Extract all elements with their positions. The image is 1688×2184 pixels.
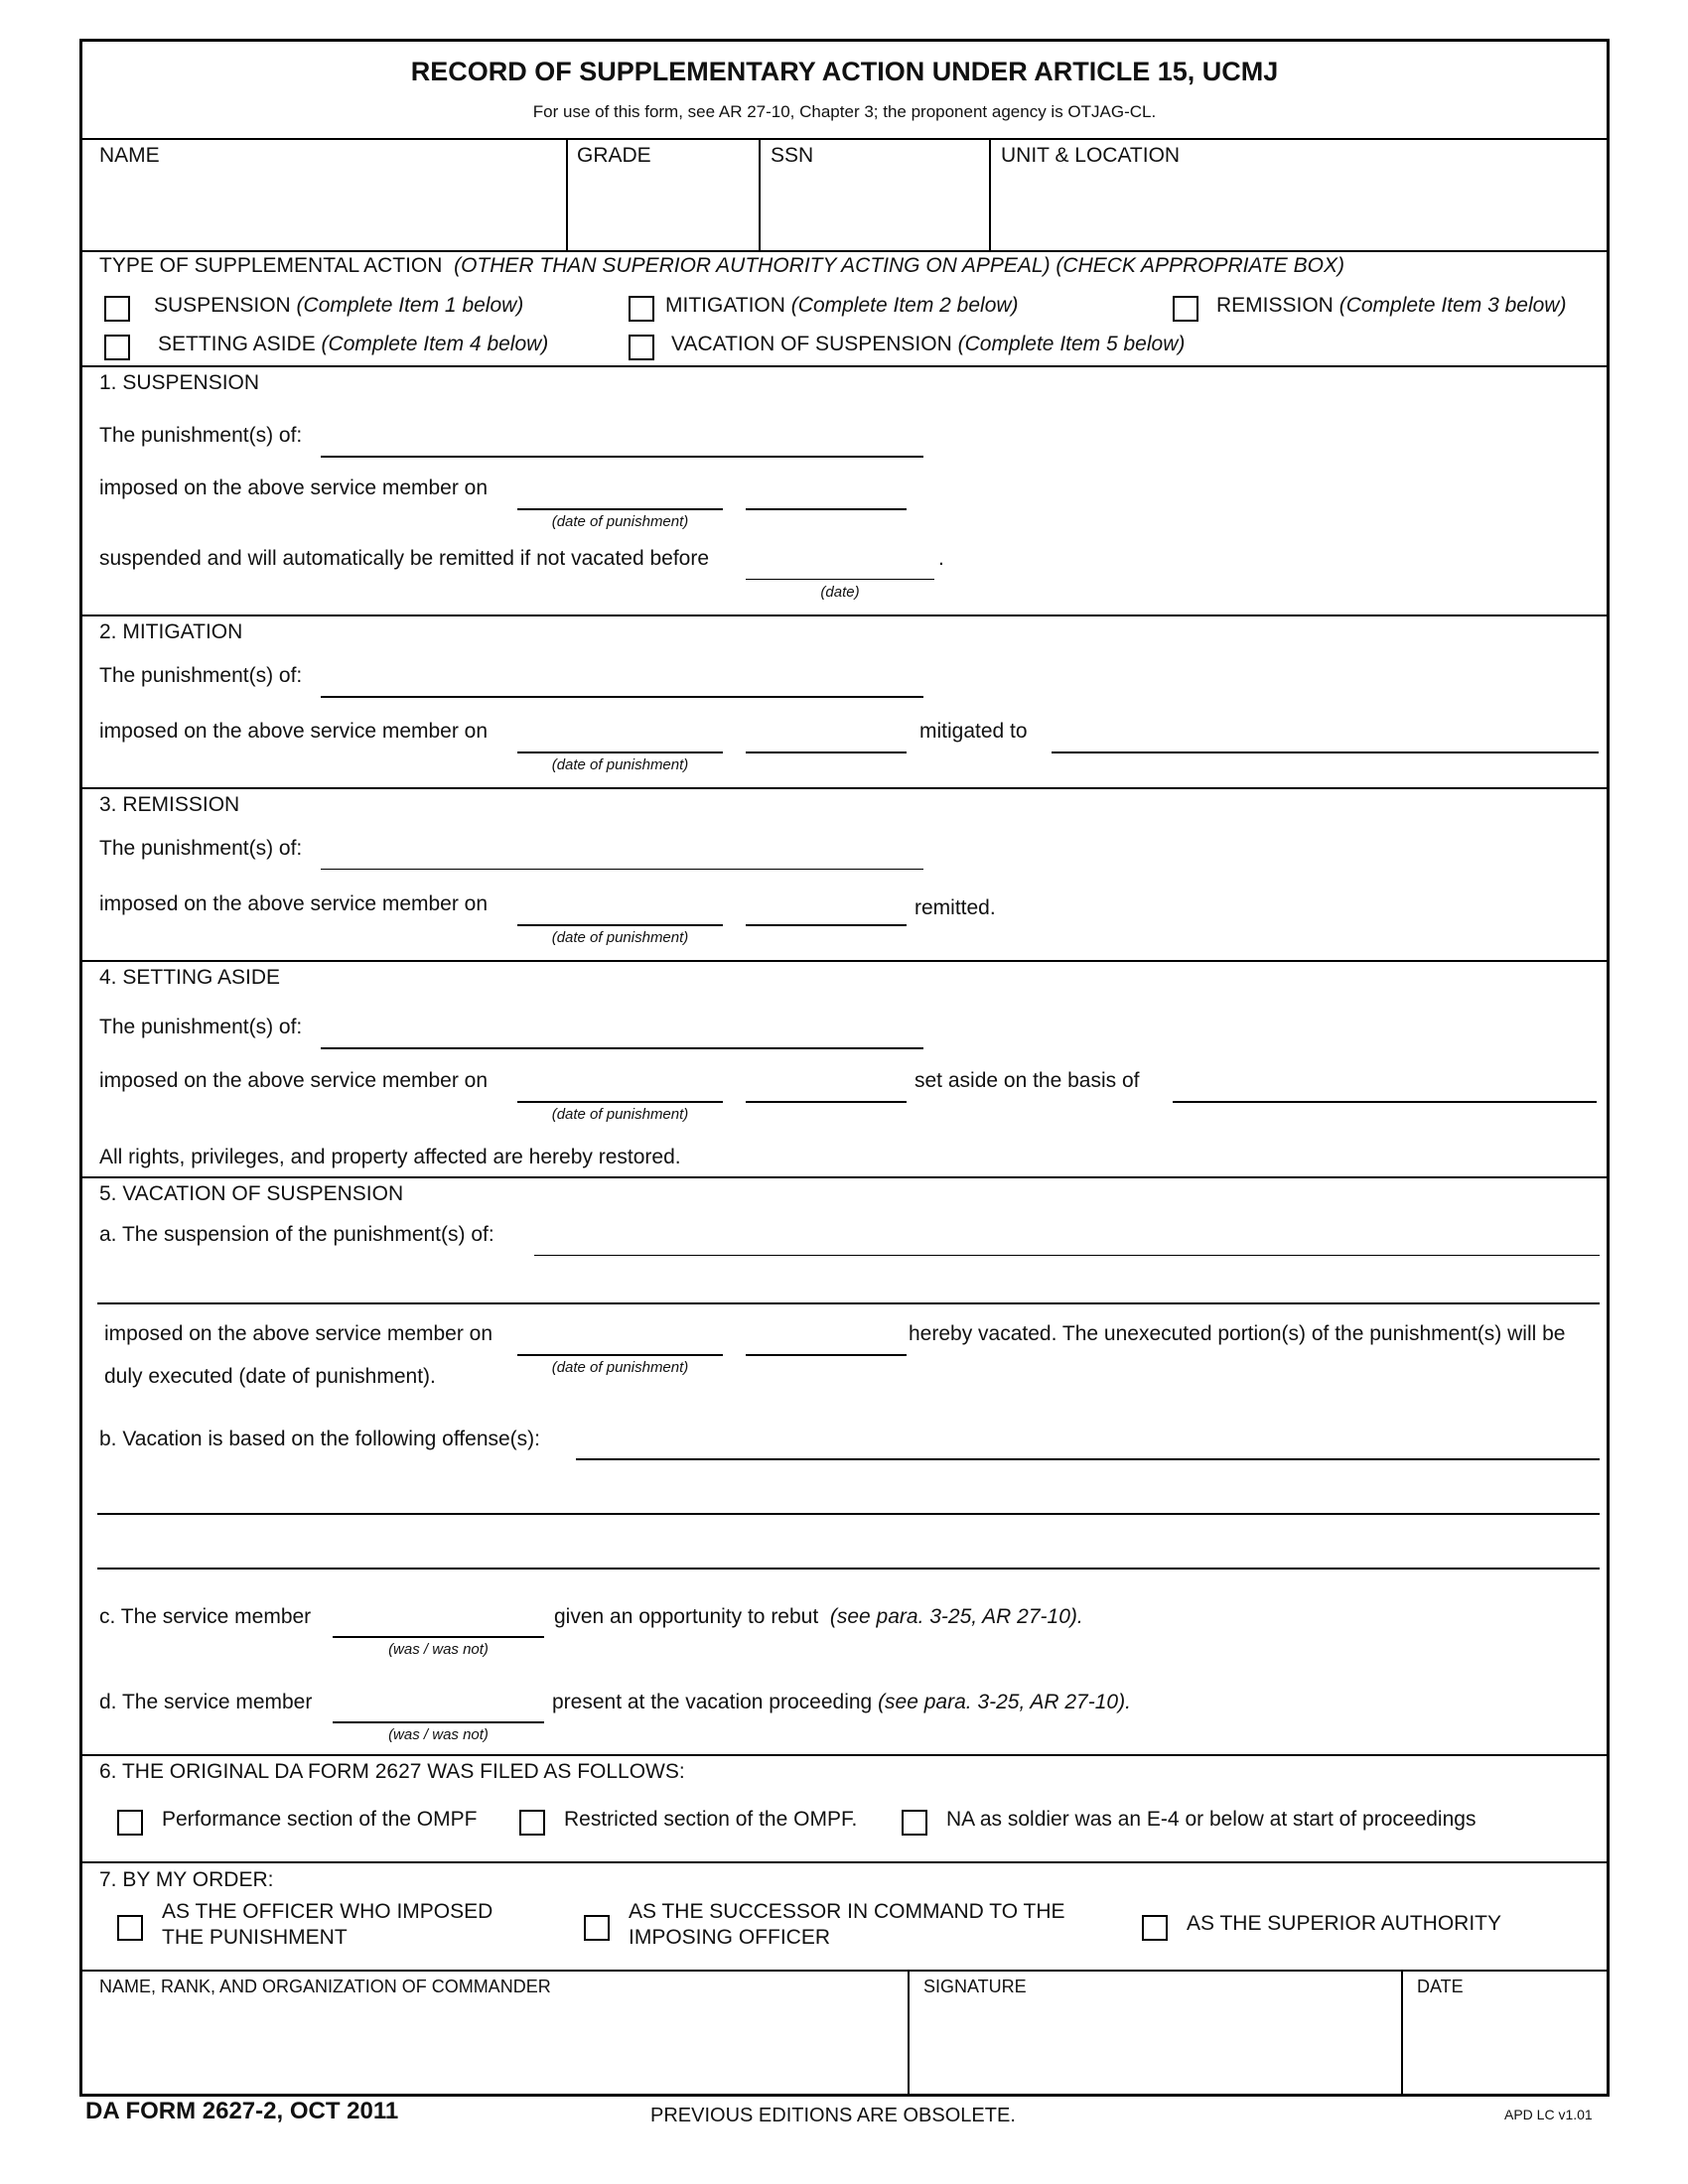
date-field[interactable]	[1415, 2012, 1598, 2037]
s5-a-line	[534, 1255, 1600, 1256]
s2-punishment-label: The punishment(s) of:	[99, 664, 303, 687]
type-heading: TYPE OF SUPPLEMENTAL ACTION (OTHER THAN SUPERIOR AUTHORITY ACTING ON APPEAL) (CHECK APPROPRIATE BOX)	[99, 254, 1344, 277]
s2-date-field[interactable]	[517, 724, 727, 749]
s4-date-caption: (date of punishment)	[551, 1106, 689, 1123]
divider	[1401, 1971, 1403, 2097]
s1-punishment-line	[321, 456, 923, 458]
form-id: DA FORM 2627-2, OCT 2011	[85, 2098, 399, 2124]
vacation-checkbox[interactable]	[629, 335, 654, 360]
s5-a-field-2[interactable]	[97, 1274, 1604, 1298]
s4-extra-line	[746, 1101, 907, 1103]
s3-extra-field[interactable]	[746, 896, 911, 921]
performance-ompf-label: Performance section of the OMPF	[162, 1808, 478, 1831]
s5-duly-executed: duly executed (date of punishment).	[104, 1365, 436, 1388]
s5-b-label: b. Vacation is based on the following offense(s):	[99, 1428, 540, 1450]
s5-d-text: present at the vacation proceeding (see para. 3-25, AR 27-10).	[552, 1691, 1131, 1713]
name-label: NAME	[99, 144, 160, 167]
successor-label: AS THE SUCCESSOR IN COMMAND TO THE IMPOSING OFFICER	[629, 1900, 1065, 1949]
s2-punishment-field[interactable]	[321, 667, 927, 692]
filed-heading: 6. THE ORIGINAL DA FORM 2627 WAS FILED AS FOLLOWS:	[99, 1760, 685, 1783]
ssn-field[interactable]	[769, 176, 991, 201]
unit-label: UNIT & LOCATION	[1001, 144, 1181, 167]
s1-punishment-field[interactable]	[321, 427, 927, 452]
form-frame	[79, 39, 1610, 2097]
s5-date-line	[517, 1354, 723, 1356]
vacation-heading: 5. VACATION OF SUSPENSION	[99, 1182, 404, 1205]
s5-extra-line	[746, 1354, 907, 1356]
s4-imposed-label: imposed on the above service member on	[99, 1069, 489, 1092]
s5-c-caption: (was / was not)	[388, 1641, 489, 1658]
divider	[82, 138, 1607, 140]
grade-field[interactable]	[575, 176, 758, 201]
s1-date-caption: (date of punishment)	[551, 513, 689, 530]
s1-remit-line	[746, 579, 934, 580]
setting-aside-checkbox[interactable]	[104, 335, 130, 360]
form-title: RECORD OF SUPPLEMENTARY ACTION UNDER ARTICLE 15, UCMJ	[410, 57, 1279, 86]
divider	[566, 139, 568, 250]
s2-imposed-label: imposed on the above service member on	[99, 720, 489, 743]
s4-punishment-label: The punishment(s) of:	[99, 1016, 303, 1038]
s4-punishment-field[interactable]	[321, 1019, 927, 1043]
divider	[82, 250, 1607, 252]
s2-mitigated-field[interactable]	[1052, 724, 1603, 749]
s1-date-line	[517, 508, 723, 510]
s3-date-line	[517, 924, 723, 926]
s1-remit-date-field[interactable]	[746, 551, 938, 576]
s1-punishment-label: The punishment(s) of:	[99, 424, 303, 447]
imposing-officer-checkbox[interactable]	[117, 1915, 143, 1941]
divider	[989, 139, 991, 250]
s4-date-line	[517, 1101, 723, 1103]
date-label: DATE	[1417, 1977, 1464, 1996]
restricted-ompf-label: Restricted section of the OMPF.	[564, 1808, 858, 1831]
s5-c-label: c. The service member	[99, 1605, 312, 1628]
s5-b-line-2	[97, 1513, 1600, 1515]
remission-heading: 3. REMISSION	[99, 793, 240, 816]
ssn-label: SSN	[771, 144, 814, 167]
name-field[interactable]	[97, 176, 558, 201]
s3-punishment-field[interactable]	[321, 840, 927, 865]
s5-b-field-2[interactable]	[97, 1485, 1604, 1510]
unit-field[interactable]	[999, 176, 1599, 201]
s1-remit-date-caption: (date)	[820, 584, 860, 601]
s3-extra-line	[746, 924, 907, 926]
s5-d-label: d. The service member	[99, 1691, 313, 1713]
s5-c-field[interactable]	[333, 1608, 548, 1633]
divider	[82, 614, 1607, 616]
superior-authority-checkbox[interactable]	[1142, 1915, 1168, 1941]
s4-date-field[interactable]	[517, 1073, 727, 1098]
s2-extra-field[interactable]	[746, 724, 911, 749]
s1-date-field[interactable]	[517, 480, 727, 505]
successor-checkbox[interactable]	[584, 1915, 610, 1941]
s5-imposed-label: imposed on the above service member on	[104, 1322, 493, 1345]
s5-a-label: a. The suspension of the punishment(s) of:	[99, 1223, 494, 1246]
mitigation-checkbox[interactable]	[629, 296, 654, 322]
s2-mitigated-label: mitigated to	[919, 720, 1028, 743]
suspension-checkbox[interactable]	[104, 296, 130, 322]
s4-punishment-line	[321, 1047, 923, 1049]
s3-date-caption: (date of punishment)	[551, 929, 689, 946]
s1-suspended-text: suspended and will automatically be remitted if not vacated before	[99, 547, 710, 570]
divider	[82, 1970, 1607, 1972]
s5-vacated-text: hereby vacated. The unexecuted portion(s) of the punishment(s) will be	[909, 1322, 1566, 1345]
divider	[908, 1971, 910, 2097]
commander-label: NAME, RANK, AND ORGANIZATION OF COMMANDER	[99, 1977, 551, 1996]
performance-ompf-checkbox[interactable]	[117, 1810, 143, 1836]
s5-d-field[interactable]	[333, 1694, 548, 1718]
signature-field[interactable]	[921, 2012, 1392, 2037]
s2-mitigated-line	[1052, 751, 1599, 753]
na-e4-label: NA as soldier was an E-4 or below at start of proceedings	[946, 1808, 1477, 1831]
s5-date-field[interactable]	[517, 1326, 727, 1351]
s5-c-text: given an opportunity to rebut (see para. 3-25, AR 27-10).	[554, 1605, 1083, 1628]
divider	[82, 787, 1607, 789]
s1-period: .	[938, 547, 944, 570]
s5-a-line-2	[97, 1302, 1600, 1304]
s3-imposed-label: imposed on the above service member on	[99, 892, 489, 915]
version-label: APD LC v1.01	[1504, 2107, 1593, 2122]
remission-option: REMISSION (Complete Item 3 below)	[1216, 294, 1567, 317]
commander-field[interactable]	[97, 2012, 896, 2037]
restricted-ompf-checkbox[interactable]	[519, 1810, 545, 1836]
divider	[82, 1754, 1607, 1756]
s1-extra-field[interactable]	[746, 480, 911, 505]
s4-set-aside-label: set aside on the basis of	[914, 1069, 1140, 1092]
vacation-option: VACATION OF SUSPENSION (Complete Item 5 below)	[671, 333, 1186, 355]
s5-d-caption: (was / was not)	[388, 1726, 489, 1743]
type-heading-note: (OTHER THAN SUPERIOR AUTHORITY ACTING ON APPEAL) (CHECK APPROPRIATE BOX)	[454, 254, 1344, 277]
s5-date-caption: (date of punishment)	[551, 1359, 689, 1376]
suspension-heading: 1. SUSPENSION	[99, 371, 260, 394]
s1-imposed-label: imposed on the above service member on	[99, 477, 489, 499]
setting-aside-heading: 4. SETTING ASIDE	[99, 966, 281, 989]
s5-d-line	[333, 1721, 544, 1723]
obsolete-notice: PREVIOUS EDITIONS ARE OBSOLETE.	[650, 2105, 1016, 2126]
imposing-officer-label: AS THE OFFICER WHO IMPOSED THE PUNISHMENT	[162, 1900, 493, 1949]
mitigation-option: MITIGATION (Complete Item 2 below)	[665, 294, 1019, 317]
divider	[82, 365, 1607, 367]
s3-date-field[interactable]	[517, 896, 727, 921]
form-subtitle: For use of this form, see AR 27-10, Chapter 3; the proponent agency is OTJAG-CL.	[532, 102, 1157, 121]
s3-remitted-label: remitted.	[914, 896, 996, 919]
s1-extra-line	[746, 508, 907, 510]
s3-punishment-label: The punishment(s) of:	[99, 837, 303, 860]
s5-b-line-3	[97, 1568, 1600, 1570]
s5-b-line	[576, 1458, 1600, 1460]
s5-extra-field[interactable]	[746, 1326, 911, 1351]
s4-extra-field[interactable]	[746, 1073, 911, 1098]
s5-a-field[interactable]	[534, 1226, 1604, 1251]
s3-punishment-line	[321, 869, 923, 870]
s4-restored-text: All rights, privileges, and property affected are hereby restored.	[99, 1146, 681, 1168]
order-heading: 7. BY MY ORDER:	[99, 1868, 274, 1891]
divider	[82, 960, 1607, 962]
s4-basis-field[interactable]	[1173, 1073, 1601, 1098]
grade-label: GRADE	[577, 144, 651, 167]
s5-c-line	[333, 1636, 544, 1638]
s2-punishment-line	[321, 696, 923, 698]
mitigation-heading: 2. MITIGATION	[99, 620, 243, 643]
s4-basis-line	[1173, 1101, 1597, 1103]
na-e4-checkbox[interactable]	[902, 1810, 927, 1836]
signature-label: SIGNATURE	[923, 1977, 1027, 1996]
s5-b-field[interactable]	[576, 1431, 1604, 1455]
suspension-option: SUSPENSION (Complete Item 1 below)	[154, 294, 524, 317]
divider	[82, 1176, 1607, 1178]
divider	[82, 1861, 1607, 1863]
superior-authority-label: AS THE SUPERIOR AUTHORITY	[1187, 1912, 1501, 1935]
s5-b-field-3[interactable]	[97, 1540, 1604, 1565]
divider	[759, 139, 761, 250]
s2-date-line	[517, 751, 723, 753]
setting-aside-option: SETTING ASIDE (Complete Item 4 below)	[158, 333, 549, 355]
remission-checkbox[interactable]	[1173, 296, 1198, 322]
s2-date-caption: (date of punishment)	[551, 756, 689, 773]
s2-extra-line	[746, 751, 907, 753]
